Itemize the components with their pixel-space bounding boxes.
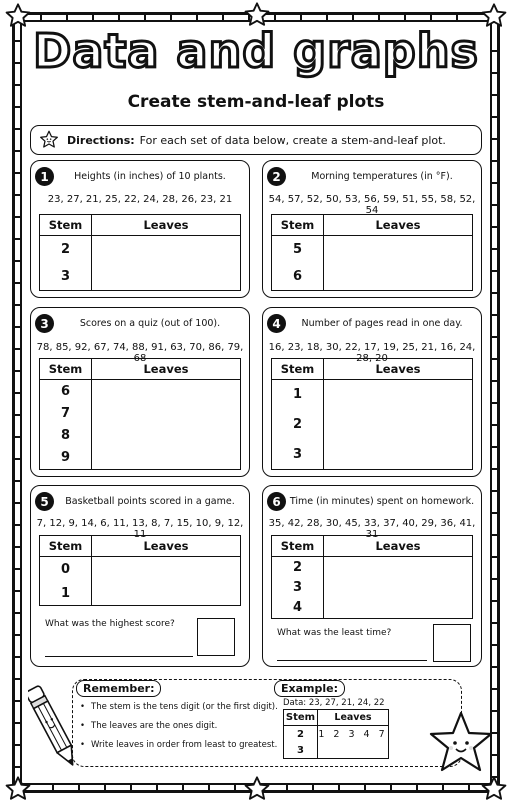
directions-text: For each set of data below, create a stem-and-leaf plot.	[139, 133, 446, 147]
border-tick	[14, 634, 20, 636]
problem-card-4	[262, 307, 482, 477]
stem-header: Stem	[272, 359, 324, 379]
border-tick	[78, 785, 80, 791]
stem-value: 3	[284, 742, 318, 758]
question-text: What was the highest score?	[45, 619, 175, 629]
border-tick	[492, 468, 498, 470]
border-tick	[492, 600, 498, 602]
problem-number: 4	[267, 314, 286, 333]
stem-leaf-table	[271, 358, 473, 470]
stem-value: 8	[60, 428, 71, 444]
answer-line[interactable]	[277, 660, 427, 661]
leaves-header: Leaves	[143, 362, 189, 376]
border-tick	[492, 490, 498, 492]
border-tick	[492, 292, 498, 294]
border-tick	[492, 336, 498, 338]
stem-leaf-table	[39, 214, 241, 291]
stem-value: 3	[60, 269, 71, 284]
border-tick	[364, 785, 366, 791]
directions-box	[30, 125, 482, 155]
problem-number: 3	[35, 314, 54, 333]
border-tick	[492, 160, 498, 162]
border-tick	[14, 194, 20, 196]
border-tick	[442, 785, 444, 791]
problem-data: 16, 23, 18, 30, 22, 17, 19, 25, 21, 16, 24, 28, 20	[268, 342, 476, 364]
border-tick	[312, 785, 314, 791]
leaves-answer-area[interactable]	[324, 557, 472, 618]
border-tick	[40, 14, 42, 20]
border-tick	[352, 14, 354, 20]
answer-box[interactable]	[433, 624, 471, 662]
border-tick	[234, 785, 236, 791]
border-tick	[14, 502, 20, 504]
border-tick	[492, 380, 498, 382]
stem-value: 1	[292, 387, 303, 403]
stem-header: Stem	[284, 710, 318, 725]
example-data: Data: 23, 27, 21, 24, 22	[283, 698, 385, 708]
problem-number: 5	[35, 492, 54, 511]
problem-data: 7, 12, 9, 14, 6, 11, 13, 8, 7, 15, 10, 9, 12, 11	[36, 518, 244, 540]
border-tick	[492, 424, 498, 426]
stem-value: 2	[292, 416, 303, 432]
border-tick	[338, 785, 340, 791]
border-tick	[14, 392, 20, 394]
border-tick	[286, 785, 288, 791]
border-tick	[14, 348, 20, 350]
stem-value: 0	[60, 561, 71, 577]
border-tick	[492, 314, 498, 316]
problem-data: 54, 57, 52, 50, 53, 56, 59, 51, 55, 58, 52, 54	[268, 194, 476, 216]
border-tick	[14, 700, 20, 702]
border-tick	[492, 402, 498, 404]
border-tick	[130, 785, 132, 791]
leaves-answer-area[interactable]	[92, 557, 240, 605]
answer-line[interactable]	[45, 656, 193, 657]
remember-rules	[80, 702, 278, 759]
stem-value: 1	[60, 585, 71, 601]
problem-label: Basketball points scored in a game.	[65, 496, 235, 507]
border-tick	[14, 524, 20, 526]
smiling-star-icon	[39, 130, 59, 150]
border-tick	[404, 14, 406, 20]
border-tick	[14, 150, 20, 152]
border-tick	[144, 14, 146, 20]
border-tick	[492, 666, 498, 668]
problem-card-2	[262, 160, 482, 298]
leaves-header: Leaves	[375, 218, 421, 232]
stem-value: 9	[60, 450, 71, 466]
problem-label: Scores on a quiz (out of 100).	[79, 318, 221, 329]
border-tick	[492, 138, 498, 140]
border-tick	[52, 785, 54, 791]
border-tick	[14, 238, 20, 240]
border-tick	[92, 14, 94, 20]
border-tick	[14, 590, 20, 592]
border-tick	[14, 458, 20, 460]
directions-label: Directions:	[67, 133, 135, 147]
example-table	[283, 709, 389, 759]
border-tick	[14, 678, 20, 680]
star-icon	[480, 775, 508, 803]
stem-value: 3	[292, 579, 303, 595]
example-title: Example:	[274, 680, 345, 697]
border-tick	[14, 326, 20, 328]
problem-data: 23, 27, 21, 25, 22, 24, 28, 26, 23, 21	[47, 194, 233, 205]
border-tick	[170, 14, 172, 20]
stem-header: Stem	[40, 536, 92, 556]
stem-leaf-table	[39, 535, 241, 606]
border-tick	[14, 766, 20, 768]
leaves-header: Leaves	[375, 539, 421, 553]
border-tick	[14, 568, 20, 570]
problem-label: Heights (in inches) of 10 plants.	[74, 171, 226, 182]
border-tick	[416, 785, 418, 791]
problem-number: 2	[267, 167, 286, 186]
stem-value: 4	[292, 600, 303, 616]
stem-leaf-table	[271, 214, 473, 291]
stem-value: 7	[60, 405, 71, 421]
border-tick	[14, 744, 20, 746]
border-tick	[492, 512, 498, 514]
border-tick	[14, 260, 20, 262]
rule-item: • The leaves are the ones digit.	[80, 721, 278, 731]
border-tick	[14, 370, 20, 372]
border-tick	[14, 722, 20, 724]
border-tick	[14, 84, 20, 86]
problem-number: 1	[35, 167, 54, 186]
border-tick	[326, 14, 328, 20]
leaves-header: Leaves	[143, 218, 189, 232]
border-tick	[390, 785, 392, 791]
star-icon	[243, 775, 271, 803]
stem-leaf-table	[39, 358, 241, 470]
border-tick	[14, 612, 20, 614]
border-tick	[182, 785, 184, 791]
star-icon	[4, 775, 32, 803]
border-tick	[274, 14, 276, 20]
stem-leaf-table	[271, 535, 473, 619]
leaves-value	[318, 742, 388, 758]
stem-header: Stem	[272, 215, 324, 235]
border-tick	[156, 785, 158, 791]
rule-item: • Write leaves in order from least to greatest.	[80, 740, 278, 750]
leaves-answer-area[interactable]	[324, 236, 472, 290]
stem-value: 3	[292, 446, 303, 462]
answer-box[interactable]	[197, 618, 235, 656]
border-tick	[492, 358, 498, 360]
problem-card-6	[262, 485, 482, 667]
remember-title: Remember:	[76, 680, 161, 697]
border-tick	[492, 116, 498, 118]
border-tick	[14, 414, 20, 416]
stem-header: Stem	[40, 215, 92, 235]
page-subtitle: Create stem-and-leaf plots	[127, 92, 385, 112]
stem-value: 6	[292, 269, 303, 284]
border-tick	[492, 446, 498, 448]
problem-number: 6	[267, 492, 286, 511]
border-tick	[222, 14, 224, 20]
leaves-header: Leaves	[375, 362, 421, 376]
leaves-answer-area[interactable]	[324, 380, 472, 469]
problem-label: Number of pages read in one day.	[301, 318, 463, 329]
border-tick	[492, 248, 498, 250]
problem-card-3	[30, 307, 250, 477]
problem-card-1	[30, 160, 250, 298]
border-tick	[492, 226, 498, 228]
stem-value: 6	[60, 383, 71, 399]
problem-data: 78, 85, 92, 67, 74, 88, 91, 63, 70, 86, 79, 68	[36, 342, 244, 364]
border-tick	[14, 656, 20, 658]
stem-header: Stem	[272, 536, 324, 556]
border-tick	[14, 282, 20, 284]
problem-card-5	[30, 485, 250, 667]
question-text: What was the least time?	[277, 628, 392, 638]
border-tick	[492, 204, 498, 206]
rule-item: • The stem is the tens digit (or the first digit).	[80, 702, 278, 712]
border-tick	[196, 14, 198, 20]
leaves-header: Leaves	[143, 539, 189, 553]
border-tick	[492, 622, 498, 624]
border-tick	[14, 216, 20, 218]
stem-value: 2	[60, 242, 71, 257]
smiling-star-icon	[428, 710, 494, 776]
border-tick	[14, 546, 20, 548]
border-tick	[492, 578, 498, 580]
border-tick	[14, 128, 20, 130]
border-tick	[118, 14, 120, 20]
border-tick	[492, 182, 498, 184]
leaves-answer-area[interactable]	[92, 380, 240, 469]
border-tick	[66, 14, 68, 20]
border-tick	[492, 270, 498, 272]
border-tick	[104, 785, 106, 791]
border-tick	[468, 785, 470, 791]
border-tick	[14, 304, 20, 306]
border-tick	[492, 688, 498, 690]
pencil-icon	[28, 676, 76, 776]
problem-data: 35, 42, 28, 30, 45, 33, 37, 40, 29, 36, 41, 31	[268, 518, 476, 540]
border-tick	[208, 785, 210, 791]
page-title: Data and graphs	[33, 24, 479, 78]
stem-value: 5	[292, 242, 303, 257]
border-tick	[378, 14, 380, 20]
border-tick	[430, 14, 432, 20]
problem-label: Morning temperatures (in °F).	[311, 171, 453, 182]
border-tick	[492, 556, 498, 558]
border-tick	[14, 480, 20, 482]
leaves-answer-area[interactable]	[92, 236, 240, 290]
stem-value: 2	[292, 559, 303, 575]
border-tick	[300, 14, 302, 20]
border-tick	[456, 14, 458, 20]
leaves-value: 1 2 3 4 7	[318, 728, 388, 740]
problem-label: Time (in minutes) spent on homework.	[289, 496, 475, 507]
stem-value: 2	[284, 726, 318, 742]
border-tick	[14, 172, 20, 174]
stem-header: Stem	[40, 359, 92, 379]
border-tick	[492, 534, 498, 536]
border-tick	[492, 644, 498, 646]
border-tick	[14, 436, 20, 438]
leaves-header: Leaves	[334, 712, 372, 723]
